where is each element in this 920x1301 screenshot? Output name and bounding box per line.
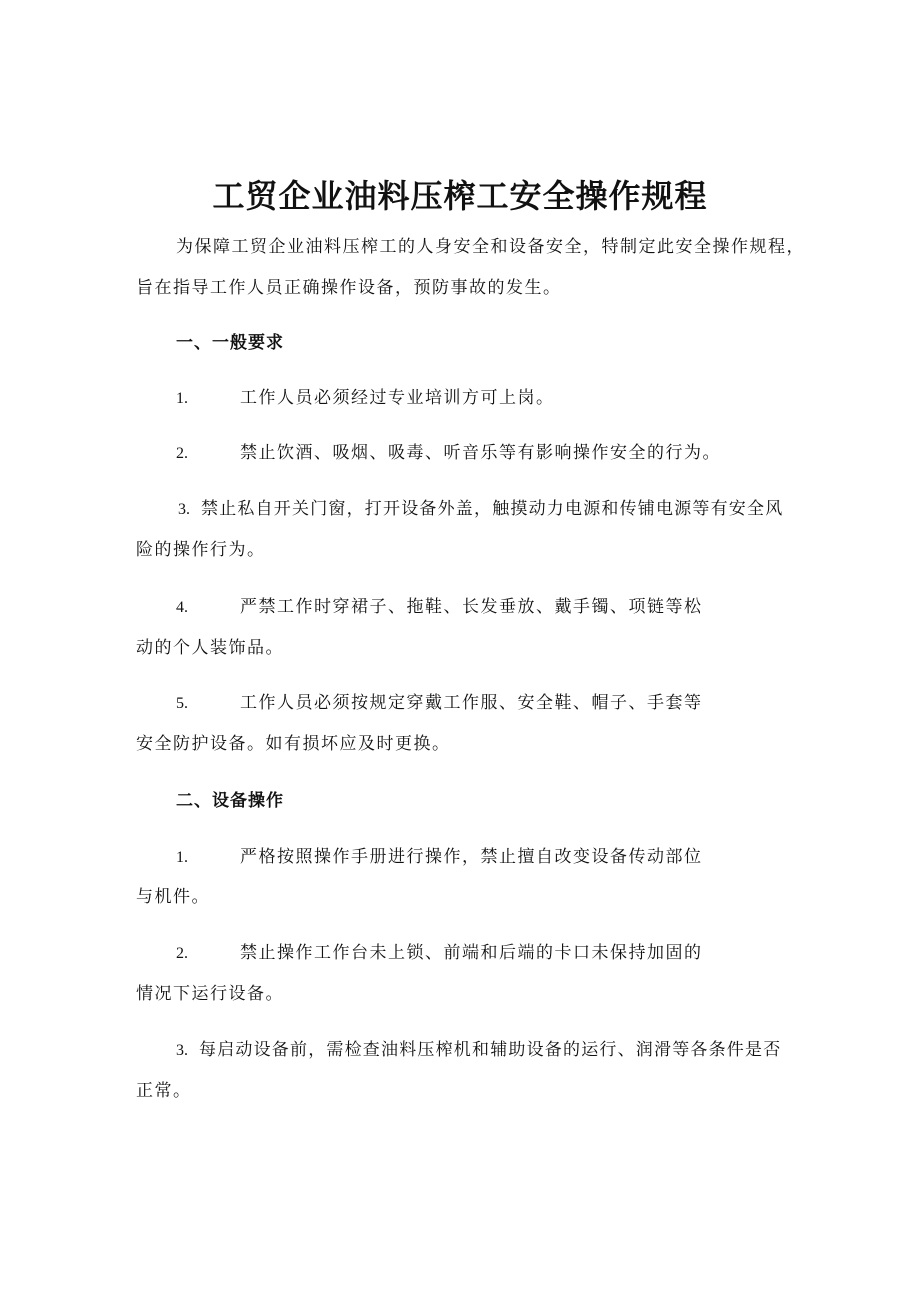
- item-text-continued: 险的操作行为。: [136, 540, 266, 560]
- item-text: 严格按照操作手册进行操作，禁止擅自改变设备传动部位: [240, 847, 703, 867]
- section-heading-equipment: 二、设备操作: [176, 791, 284, 811]
- item-text: 严禁工作时穿裙子、拖鞋、长发垂放、戴手镯、项链等松: [240, 597, 703, 617]
- section-heading-general: 一、一般要求: [176, 333, 284, 353]
- intro-line-2: 旨在指导工作人员正确操作设备，预防事故的发生。: [136, 278, 562, 298]
- item-number: 5.: [176, 695, 188, 712]
- item-number: 3.: [176, 1042, 188, 1059]
- item-text: 每启动设备前，需检查油料压榨机和辅助设备的运行、润滑等各条件是否: [199, 1040, 782, 1060]
- item-text-continued: 情况下运行设备。: [136, 984, 284, 1004]
- item-number: 1.: [176, 849, 188, 866]
- item-number: 2.: [176, 445, 188, 462]
- item-number: 1.: [176, 390, 188, 407]
- document-title: 工贸企业油料压榨工安全操作规程: [212, 177, 708, 215]
- item-number: 2.: [176, 945, 188, 962]
- item-text-continued: 正常。: [136, 1081, 192, 1101]
- item-text: 禁止饮酒、吸烟、吸毒、听音乐等有影响操作安全的行为。: [240, 443, 721, 463]
- item-text-continued: 安全防护设备。如有损坏应及时更换。: [136, 734, 451, 754]
- item-text-continued: 动的个人装饰品。: [136, 638, 284, 658]
- item-text: 工作人员必须按规定穿戴工作服、安全鞋、帽子、手套等: [240, 693, 703, 713]
- item-text: 禁止私自开关门窗，打开设备外盖，触摸动力电源和传铺电源等有安全风: [201, 499, 784, 519]
- item-text: 禁止操作工作台未上锁、前端和后端的卡口未保持加固的: [240, 943, 703, 963]
- item-number: 3.: [178, 501, 190, 518]
- item-text: 工作人员必须经过专业培训方可上岗。: [240, 388, 555, 408]
- item-number: 4.: [176, 599, 188, 616]
- intro-line-1: 为保障工贸企业油料压榨工的人身安全和设备安全，特制定此安全操作规程，: [176, 237, 805, 257]
- item-text-continued: 与机件。: [136, 887, 210, 907]
